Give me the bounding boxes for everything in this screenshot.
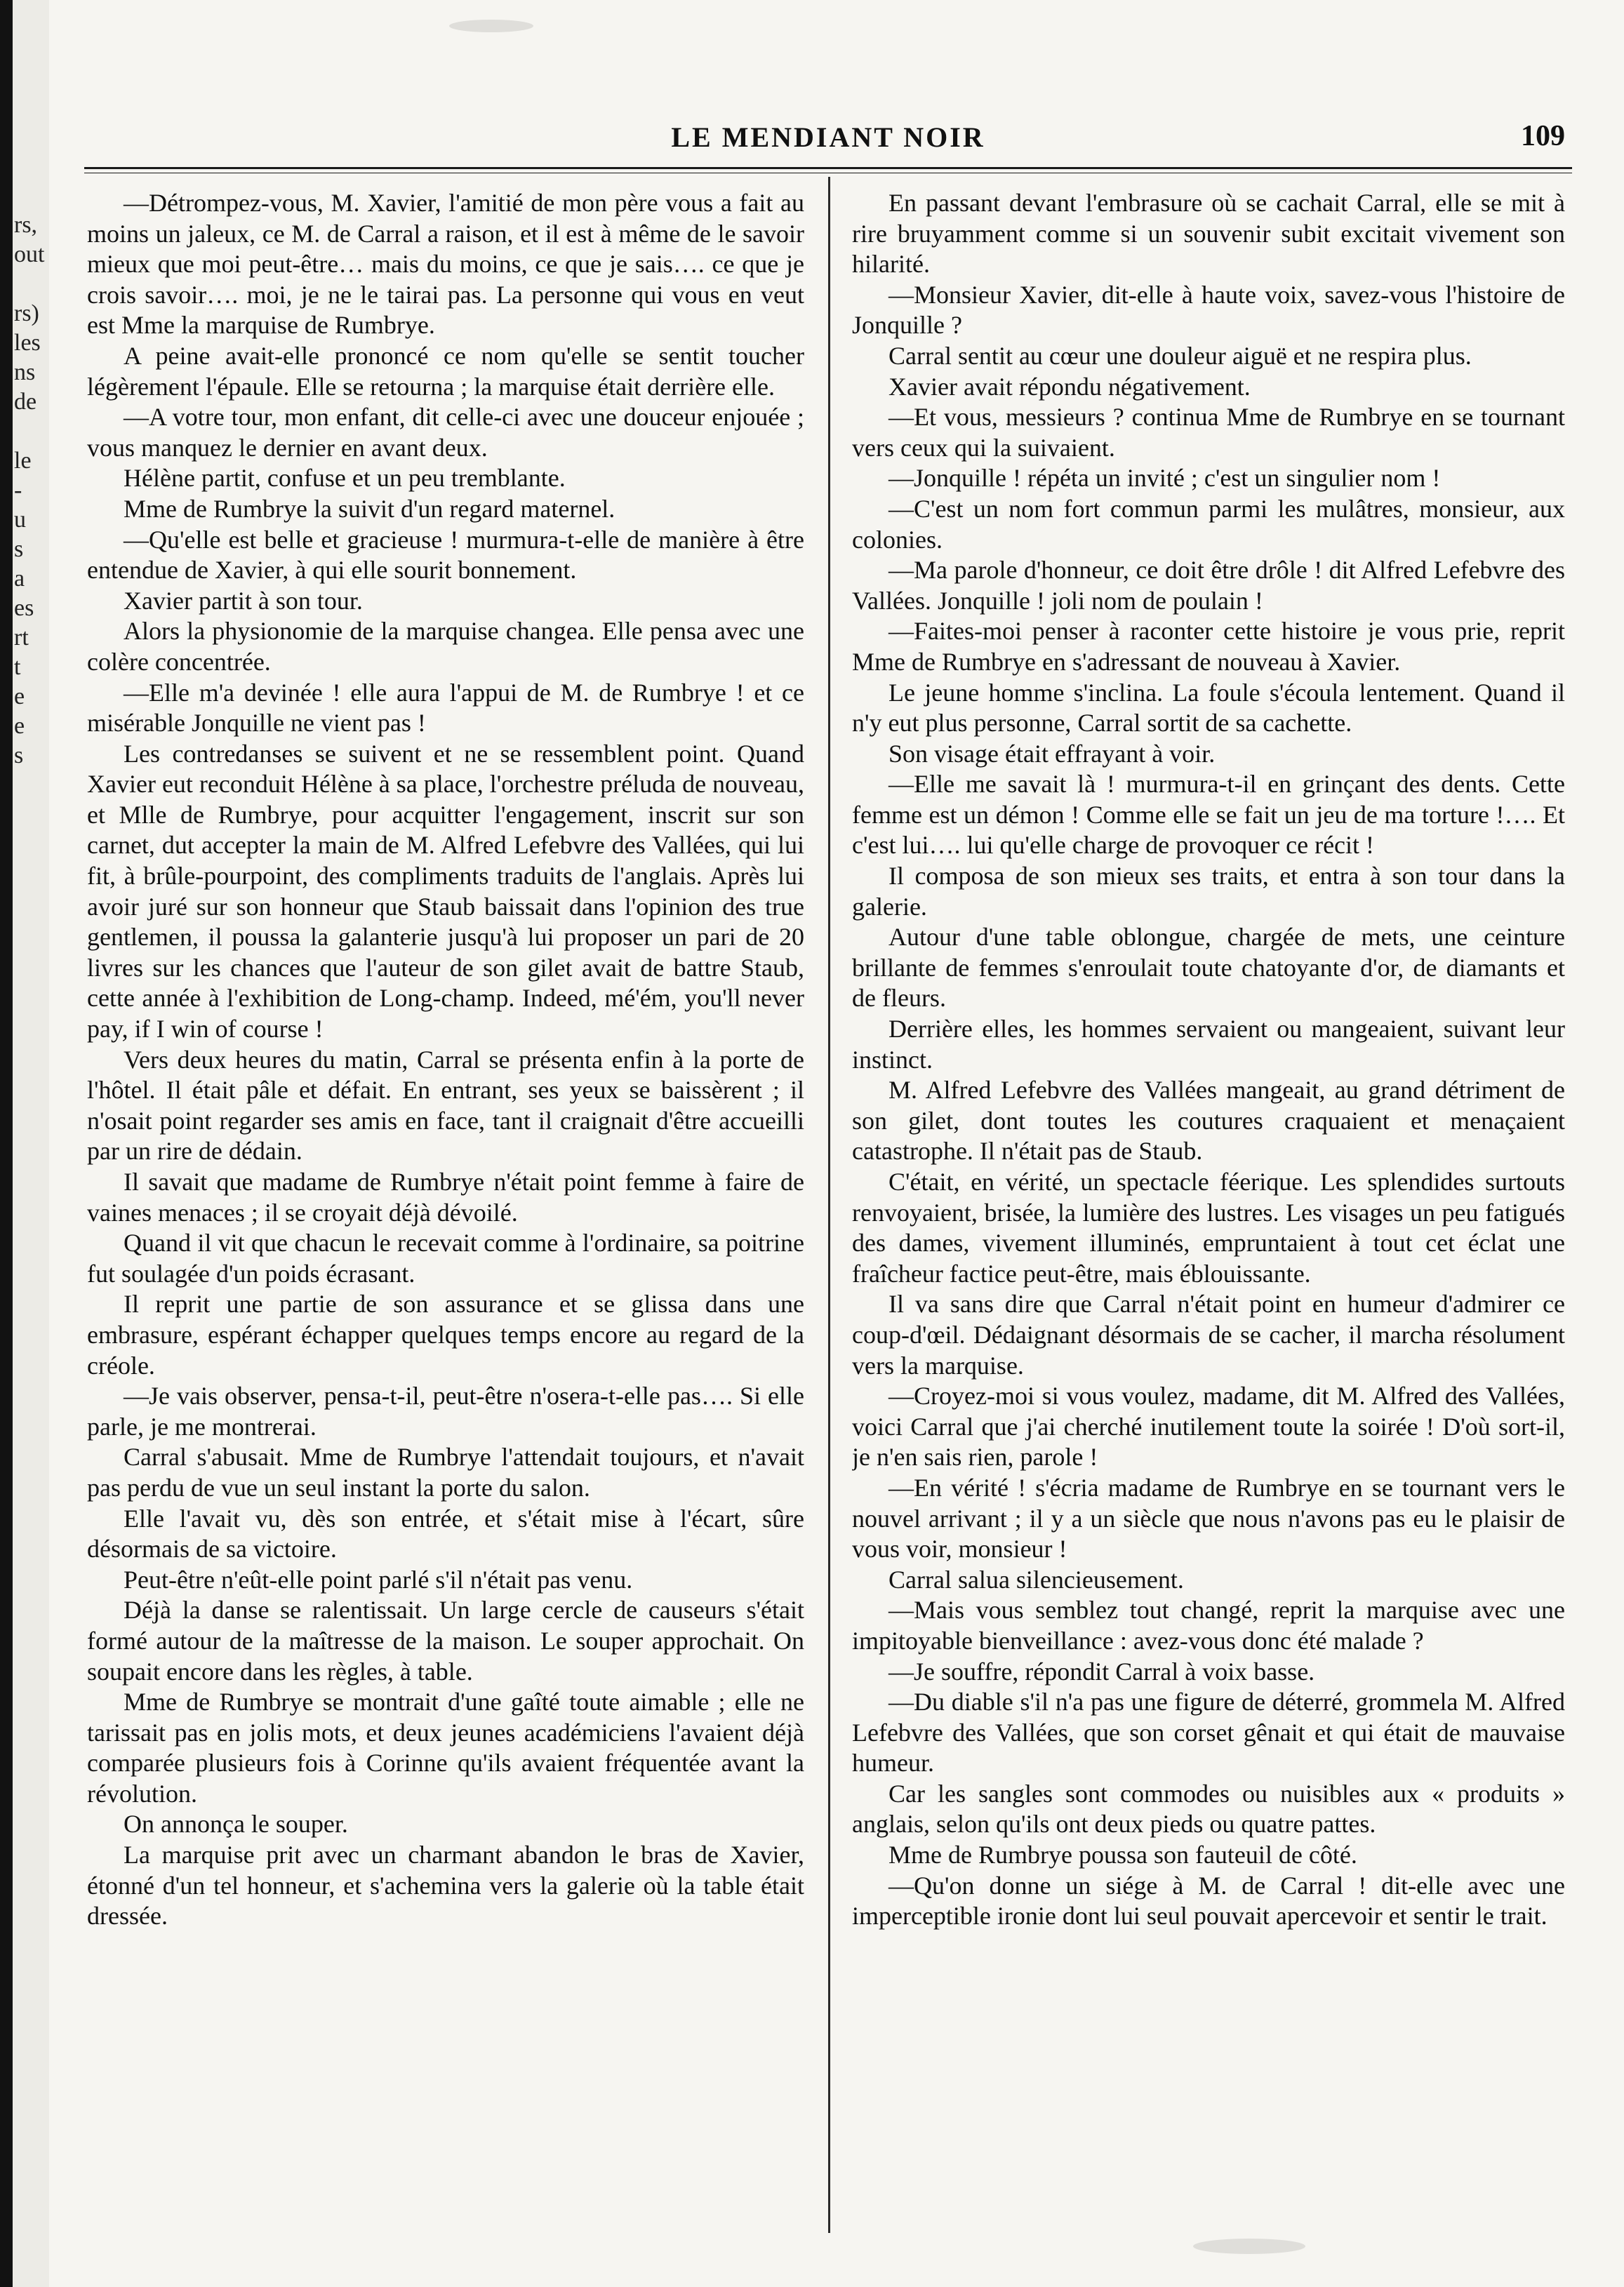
paragraph: —Qu'elle est belle et gracieuse ! murmura-t-elle de manière à être entendue de Xavier, à qui elle sourit bonnement.	[87, 525, 804, 585]
paragraph: Il savait que madame de Rumbrye n'était point femme à faire de vaines menaces ; il se croyait déjà dévoilé.	[87, 1168, 804, 1227]
paragraph: —Faites-moi penser à raconter cette histoire je vous prie, reprit Mme de Rumbrye en s'adressant de nouveau à Xavier.	[852, 617, 1565, 676]
binding-spine	[0, 0, 13, 2287]
margin-fragment: e	[14, 684, 25, 709]
paragraph: Il va sans dire que Carral n'était point en humeur d'admirer ce coup-d'œil. Dédaignant désormais de se cacher, il marcha résolument vers la marquise.	[852, 1290, 1565, 1380]
paragraph: Déjà la danse se ralentissait. Un large cercle de causeurs s'était formé autour de la maîtresse de la maison. Le souper approchait. On soupait encore dans les règles, à table.	[87, 1596, 804, 1686]
paragraph: —Et vous, messieurs ? continua Mme de Rumbrye en se tournant vers ceux qui la suivaient.	[852, 403, 1565, 462]
margin-fragment: ns	[14, 359, 36, 385]
page-number: 109	[1521, 120, 1565, 152]
left-column	[87, 188, 804, 2195]
paragraph: —C'est un nom fort commun parmi les mulâtres, monsieur, aux colonies.	[852, 494, 1565, 554]
header-rule	[84, 167, 1572, 169]
margin-fragment: rs)	[14, 300, 39, 326]
paragraph: Derrière elles, les hommes servaient ou mangeaient, suivant leur instinct.	[852, 1015, 1565, 1074]
margin-fragment: a	[14, 566, 25, 592]
paragraph: —Qu'on donne un siége à M. de Carral ! dit-elle avec une imperceptible ironie dont lui seul pouvait apercevoir et sentir le trait.	[852, 1871, 1565, 1931]
paragraph: Peut-être n'eût-elle point parlé s'il n'était pas venu.	[124, 1565, 633, 1594]
margin-fragment: s	[14, 742, 24, 768]
margin-fragment: out	[14, 241, 45, 267]
paragraph: —Monsieur Xavier, dit-elle à haute voix, savez-vous l'histoire de Jonquille ?	[852, 280, 1565, 340]
paragraph: Hélène partit, confuse et un peu tremblante.	[124, 464, 566, 493]
paragraph: —Croyez-moi si vous voulez, madame, dit M. Alfred des Vallées, voici Carral que j'ai cherché inutilement toute la soirée ! D'où sort-il, je n'en sais rien, parole !	[852, 1382, 1565, 1472]
paragraph: C'était, en vérité, un spectacle féerique. Les splendides surtouts renvoyaient, brisée, la lumière des lustres. Les visages un peu fatigués des dames, vivement illuminés, empruntaient à tout cet éclat une fraîcheur factice peut-être, mais éblouissante.	[852, 1168, 1565, 1288]
page-header	[84, 121, 1572, 161]
paragraph: Carral s'abusait. Mme de Rumbrye l'attendait toujours, et n'avait pas perdu de vue un seul instant la porte du salon.	[87, 1443, 804, 1502]
paragraph: Xavier partit à son tour.	[124, 586, 363, 615]
paragraph: Il reprit une partie de son assurance et se glissa dans une embrasure, espérant échapper quelques temps encore au regard de la créole.	[87, 1290, 804, 1380]
paragraph: Car les sangles sont commodes ou nuisibles aux « produits » anglais, selon qu'ils ont deux pieds ou quatre pattes.	[852, 1779, 1565, 1839]
paragraph: La marquise prit avec un charmant abandon le bras de Xavier, étonné d'un tel honneur, et s'achemina vers la galerie où la table était dressée.	[87, 1841, 804, 1931]
running-title: LE MENDIANT NOIR	[671, 121, 985, 153]
paragraph: Le jeune homme s'inclina. La foule s'écoula lentement. Quand il n'y eut plus personne, Carral sortit de sa cachette.	[852, 678, 1565, 738]
margin-fragment: rt	[14, 625, 29, 651]
margin-fragment	[14, 269, 48, 299]
paragraph: Les contredanses se suivent et ne se ressemblent point. Quand Xavier eut reconduit Hélène à sa place, l'orchestre préluda de nouveau, et Mlle de Rumbrye, pour acquitter l'engagement, inscrit sur son carnet, dut accepter la main de M. Alfred Lefebvre des Vallées, qui lui fit, à brûle-pourpoint, des compliments traduits de l'anglais. Après lui avoir juré sur son honneur que Staub baissait dans l'opinion des true gentlemen, il poussa la galanterie jusqu'à lui proposer un pari de 20 livres sur les chances que l'auteur de son gilet avait de battre Staub, cette année à l'exhibition de Long-champ. Indeed, mé'ém, you'll never pay, if I win of course !	[87, 739, 804, 1044]
margin-fragment: es	[14, 595, 34, 621]
paragraph: —Du diable s'il n'a pas une figure de déterré, grommela M. Alfred Lefebvre des Vallées, que son corset gênait et qui était de mauvaise humeur.	[852, 1688, 1565, 1778]
margin-fragment: de	[14, 389, 37, 415]
margin-fragment: les	[14, 330, 41, 356]
paragraph: —Je souffre, répondit Carral à voix basse.	[888, 1657, 1315, 1686]
paragraph: Carral salua silencieusement.	[888, 1565, 1184, 1594]
print-smudge	[449, 20, 533, 32]
paragraph: —Elle m'a devinée ! elle aura l'appui de M. de Rumbrye ! et ce misérable Jonquille ne vient pas !	[87, 678, 804, 738]
paragraph: Autour d'une table oblongue, chargée de mets, une ceinture brillante de femmes s'enroulait toute chatoyante d'or, de diamants et de fleurs.	[852, 923, 1565, 1013]
margin-fragment: t	[14, 654, 21, 680]
paragraph: —En vérité ! s'écria madame de Rumbrye en se tournant vers le nouvel arrivant ; il y a un siècle que nous n'avons pas eu le plaisir de vous voir, monsieur !	[852, 1473, 1565, 1563]
paragraph: Mme de Rumbrye poussa son fauteuil de côté.	[888, 1841, 1357, 1869]
margin-fragment: u	[14, 507, 26, 533]
paragraph: Xavier avait répondu négativement.	[888, 372, 1251, 401]
paragraph: —Détrompez-vous, M. Xavier, l'amitié de mon père vous a fait au moins un jaleux, ce M. de Carral a raison, et il est à même de le savoir mieux que moi peut-être… mais du moins, ce que je sais…. ce que je crois savoir…. moi, je ne le tairai pas. La personne qui vous en veut est Mme la marquise de Rumbrye.	[87, 189, 804, 340]
paragraph: Carral sentit au cœur une douleur aiguë et ne respira plus.	[888, 341, 1472, 370]
paragraph: A peine avait-elle prononcé ce nom qu'elle se sentit toucher légèrement l'épaule. Elle se retourna ; la marquise était derrière elle.	[87, 341, 804, 401]
column-divider	[828, 177, 830, 2233]
previous-page-fragments	[14, 211, 48, 771]
paragraph: —Jonquille ! répéta un invité ; c'est un singulier nom !	[888, 464, 1441, 493]
paragraph: —Ma parole d'honneur, ce doit être drôle ! dit Alfred Lefebvre des Vallées. Jonquille ! joli nom de poulain !	[852, 556, 1565, 615]
print-smudge	[1193, 2239, 1305, 2254]
right-column	[852, 188, 1565, 2195]
paragraph: Vers deux heures du matin, Carral se présenta enfin à la porte de l'hôtel. Il était pâle et défait. En entrant, ses yeux se baissèrent ; il n'osait point regarder ses amis en face, tant il craignait d'être accueilli par un rire de dédain.	[87, 1045, 804, 1166]
paragraph: En passant devant l'embrasure où se cachait Carral, elle se mit à rire bruyamment comme si un souvenir subit excitait vivement son hilarité.	[852, 189, 1565, 279]
paragraph: Mme de Rumbrye se montrait d'une gaîté toute aimable ; elle ne tarissait pas en jolis mots, et deux jeunes académiciens l'avaient déjà comparée plusieurs fois à Corinne qu'ils avaient fréquentée avant la révolution.	[87, 1688, 804, 1808]
paragraph: On annonça le souper.	[124, 1810, 348, 1839]
paragraph: —Mais vous semblez tout changé, reprit la marquise avec une impitoyable bienveillance : avez-vous donc été malade ?	[852, 1596, 1565, 1655]
paragraph: —Elle me savait là ! murmura-t-il en grinçant des dents. Cette femme est un démon ! Comme elle se fait un jeu de ma torture !…. Et c'est lui…. lui qu'elle charge de provoquer ce récit !	[852, 770, 1565, 860]
margin-fragment: -	[14, 477, 22, 503]
paragraph: Elle l'avait vu, dès son entrée, et s'était mise à l'écart, sûre désormais de sa victoire.	[87, 1504, 804, 1563]
paragraph: Son visage était effrayant à voir.	[888, 739, 1216, 768]
paragraph: M. Alfred Lefebvre des Vallées mangeait, au grand détriment de son gilet, dont toutes les coutures craquaient et menaçaient catastrophe. Il n'était pas de Staub.	[852, 1076, 1565, 1166]
paragraph: Mme de Rumbrye la suivit d'un regard maternel.	[124, 494, 615, 523]
margin-fragment: e	[14, 713, 25, 739]
paragraph: Alors la physionomie de la marquise changea. Elle pensa avec une colère concentrée.	[87, 617, 804, 676]
margin-fragment	[14, 417, 48, 446]
margin-fragment: s	[14, 536, 24, 562]
margin-fragment: le	[14, 448, 32, 474]
paragraph: Quand il vit que chacun le recevait comme à l'ordinaire, sa poitrine fut soulagée d'un poids écrasant.	[87, 1229, 804, 1288]
paragraph: —A votre tour, mon enfant, dit celle-ci avec une douceur enjouée ; vous manquez le dernier en avant deux.	[87, 403, 804, 462]
paragraph: —Je vais observer, pensa-t-il, peut-être n'osera-t-elle pas…. Si elle parle, je me montrerai.	[87, 1382, 804, 1441]
paragraph: Il composa de son mieux ses traits, et entra à son tour dans la galerie.	[852, 862, 1565, 921]
margin-fragment: rs,	[14, 212, 38, 238]
